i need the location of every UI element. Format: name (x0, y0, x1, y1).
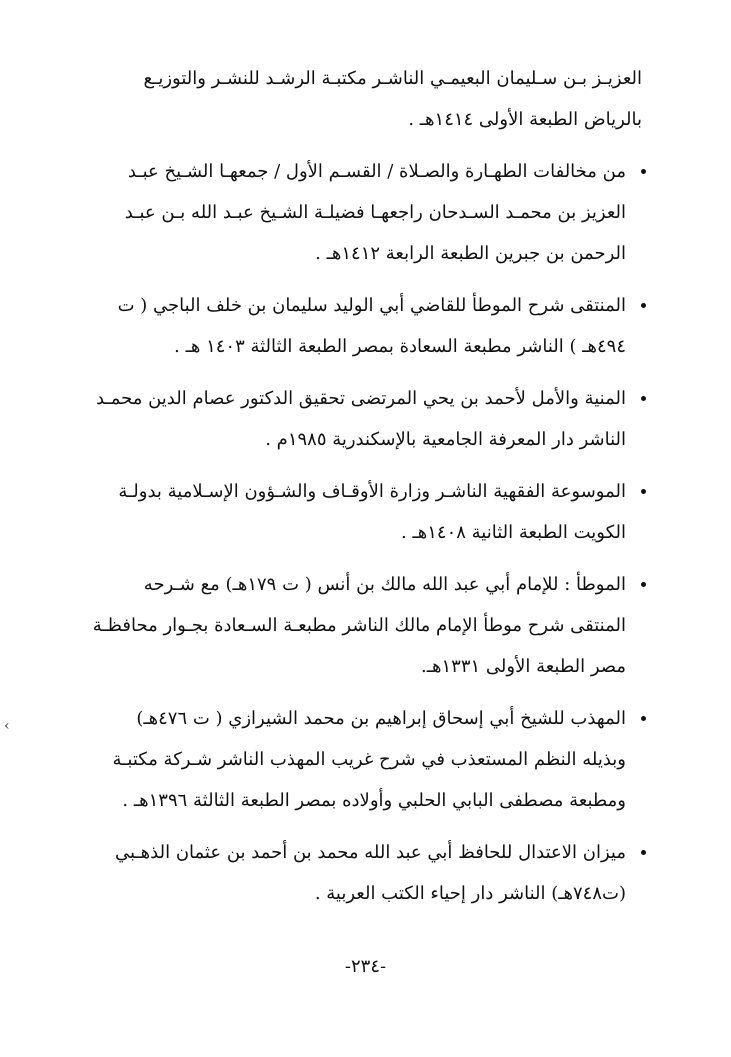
entry-line: العزيـز بـن سـليمان البعيمـي الناشـر مكتبـة الرشـد للنشـر والتوزيـع (143, 68, 642, 89)
entry-line: المنتقى شرح الموطأ للقاضي أبي الوليد سليمان بن خلف الباجي ( ت (117, 295, 626, 316)
bullet-icon (638, 564, 648, 605)
bibliography-entry-4 (92, 378, 642, 460)
bullet-icon (638, 285, 648, 326)
bibliography-entry-1 (92, 58, 642, 140)
bullet-icon (638, 151, 648, 192)
bibliography-entry-6 (92, 564, 642, 687)
entry-line: الكويت الطبعة الثانية ١٤٠٨هـ . (401, 522, 626, 543)
entry-line: من مخالفات الطهـارة والصـلاة / القسـم الأول / جمعهـا الشـيخ عبـد (127, 161, 626, 182)
entry-line: المهذب للشيخ أبي إسحاق إبراهيم بن محمد الشيرازي ( ت ٤٧٦هـ) (136, 708, 626, 729)
entry-line: الموطأ : للإمام أبي عبد الله مالك بن أنس ( ت ١٧٩هـ) مع شـرحه (143, 574, 626, 595)
entry-line: وبذيله النظم المستعذب في شرح غريب المهذب الناشر شـركة مكتبـة (112, 749, 626, 770)
entry-line: ومطبعة مصطفى البابي الحلبي وأولاده بمصر الطبعة الثالثة ١٣٩٦هـ . (122, 790, 626, 811)
entry-line: العزيز بن محمـد السـدحان راجعهـا فضيلـة الشـيخ عبـد الله بـن عبـد (124, 202, 626, 223)
bibliography-page (92, 58, 642, 925)
entry-line: مصر الطبعة الأولى ١٣٣١هـ. (421, 656, 626, 677)
bibliography-entry-7 (92, 698, 642, 821)
entry-line: ميزان الاعتدال للحافظ أبي عبد الله محمد بن أحمد بن عثمان الذهـبي (114, 842, 626, 863)
bullet-icon (638, 378, 648, 419)
entry-line: الناشر دار المعرفة الجامعية بالإسكندرية ١٩٨٥م . (265, 429, 626, 450)
bibliography-entry-8 (92, 832, 642, 914)
bullet-icon (638, 471, 648, 512)
margin-mark: ‹ (4, 718, 10, 734)
entry-line: ٤٩٤هـ ) الناشر مطبعة السعادة بمصر الطبعة الثالثة ١٤٠٣ هـ . (174, 336, 626, 357)
bibliography-entry-2 (92, 151, 642, 274)
entry-line: الرحمن بن جبرين الطبعة الرابعة ١٤١٢هـ . (315, 243, 626, 264)
bullet-icon (638, 832, 648, 873)
bullet-icon (638, 698, 648, 739)
entry-line: (ت٧٤٨هـ) الناشر دار إحياء الكتب العربية . (314, 883, 626, 904)
entry-line: الموسوعة الفقهية الناشـر وزارة الأوقـاف والشـؤون الإسـلامية بدولـة (118, 481, 626, 502)
page-number: -٢٣٤- (344, 956, 387, 977)
entry-line: بالرياض الطبعة الأولى ١٤١٤هـ . (408, 109, 642, 130)
entry-line: المنية والأمل لأحمد بن يحي المرتضى تحقيق الدكتور عصام الدين محمـد (95, 388, 626, 409)
bibliography-entry-5 (92, 471, 642, 553)
bibliography-entry-3 (92, 285, 642, 367)
entry-line: المنتقى شرح موطأ الإمام مالك الناشر مطبعـة السـعادة بجـوار محافظـة (92, 615, 626, 636)
